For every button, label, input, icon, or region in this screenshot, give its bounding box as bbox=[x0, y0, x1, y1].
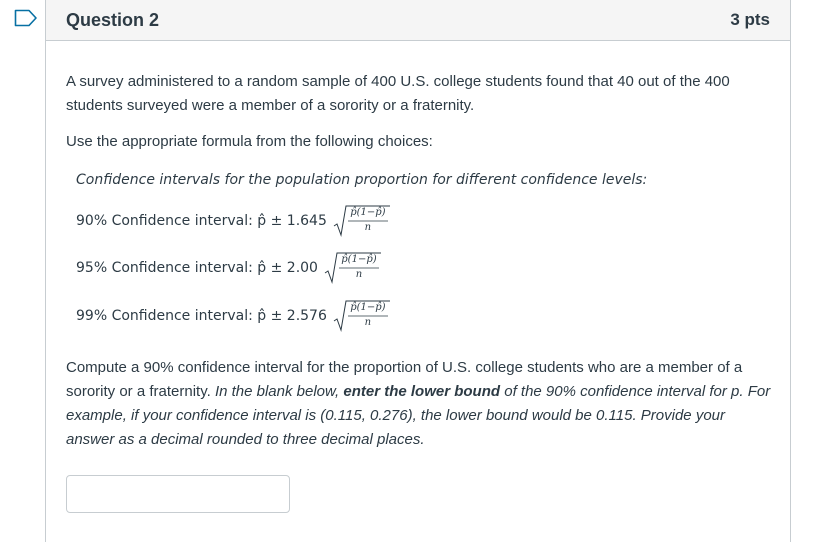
flag-question-icon[interactable] bbox=[14, 9, 38, 27]
fraction-numerator: p̂(1−p̂) bbox=[341, 254, 377, 265]
square-root bbox=[333, 299, 391, 333]
task-part-4: of the 90% confidence interval for p. For example, if your confidence interval is (0.115, 0.276), the lower bound would be 0.115. Provide your answer as a decimal rounded to three decimal places. bbox=[66, 383, 771, 448]
task-part-1: Compute a 90% confidence interval for the proportion of U.S. college students who are a member of a sorority or a fraternity. bbox=[66, 359, 743, 400]
question-instruction: Use the appropriate formula from the following choices: bbox=[66, 133, 433, 150]
fraction-denominator: n bbox=[364, 317, 372, 328]
task-text bbox=[66, 356, 774, 452]
formula-90 bbox=[76, 204, 391, 238]
fraction-numerator: p̂(1−p̂) bbox=[350, 302, 386, 313]
square-root bbox=[333, 204, 391, 238]
answer-input[interactable] bbox=[66, 475, 290, 513]
formula-99 bbox=[76, 299, 391, 333]
fraction-numerator: p̂(1−p̂) bbox=[350, 207, 386, 218]
formula-95 bbox=[76, 251, 382, 285]
formula-label: 95% Confidence interval: p̂ ± 2.00 bbox=[76, 260, 318, 276]
question-header bbox=[46, 0, 790, 41]
square-root bbox=[324, 251, 382, 285]
question-card bbox=[45, 0, 791, 542]
fraction-denominator: n bbox=[355, 269, 363, 280]
task-part-2: In the blank below, bbox=[214, 383, 344, 400]
formula-heading: Confidence intervals for the population proportion for different confidence levels: bbox=[76, 172, 648, 188]
formula-label: 90% Confidence interval: p̂ ± 1.645 bbox=[76, 213, 327, 229]
formula-label: 99% Confidence interval: p̂ ± 2.576 bbox=[76, 308, 327, 324]
task-emphasis: enter the lower bound bbox=[343, 383, 501, 400]
fraction-denominator: n bbox=[364, 222, 372, 233]
question-points: 3 pts bbox=[730, 10, 770, 29]
question-intro: A survey administered to a random sample of 400 U.S. college students found that 40 out of the 400 students surveyed were a member of a sorority or a fraternity. bbox=[66, 73, 730, 114]
question-title: Question 2 bbox=[66, 9, 160, 30]
